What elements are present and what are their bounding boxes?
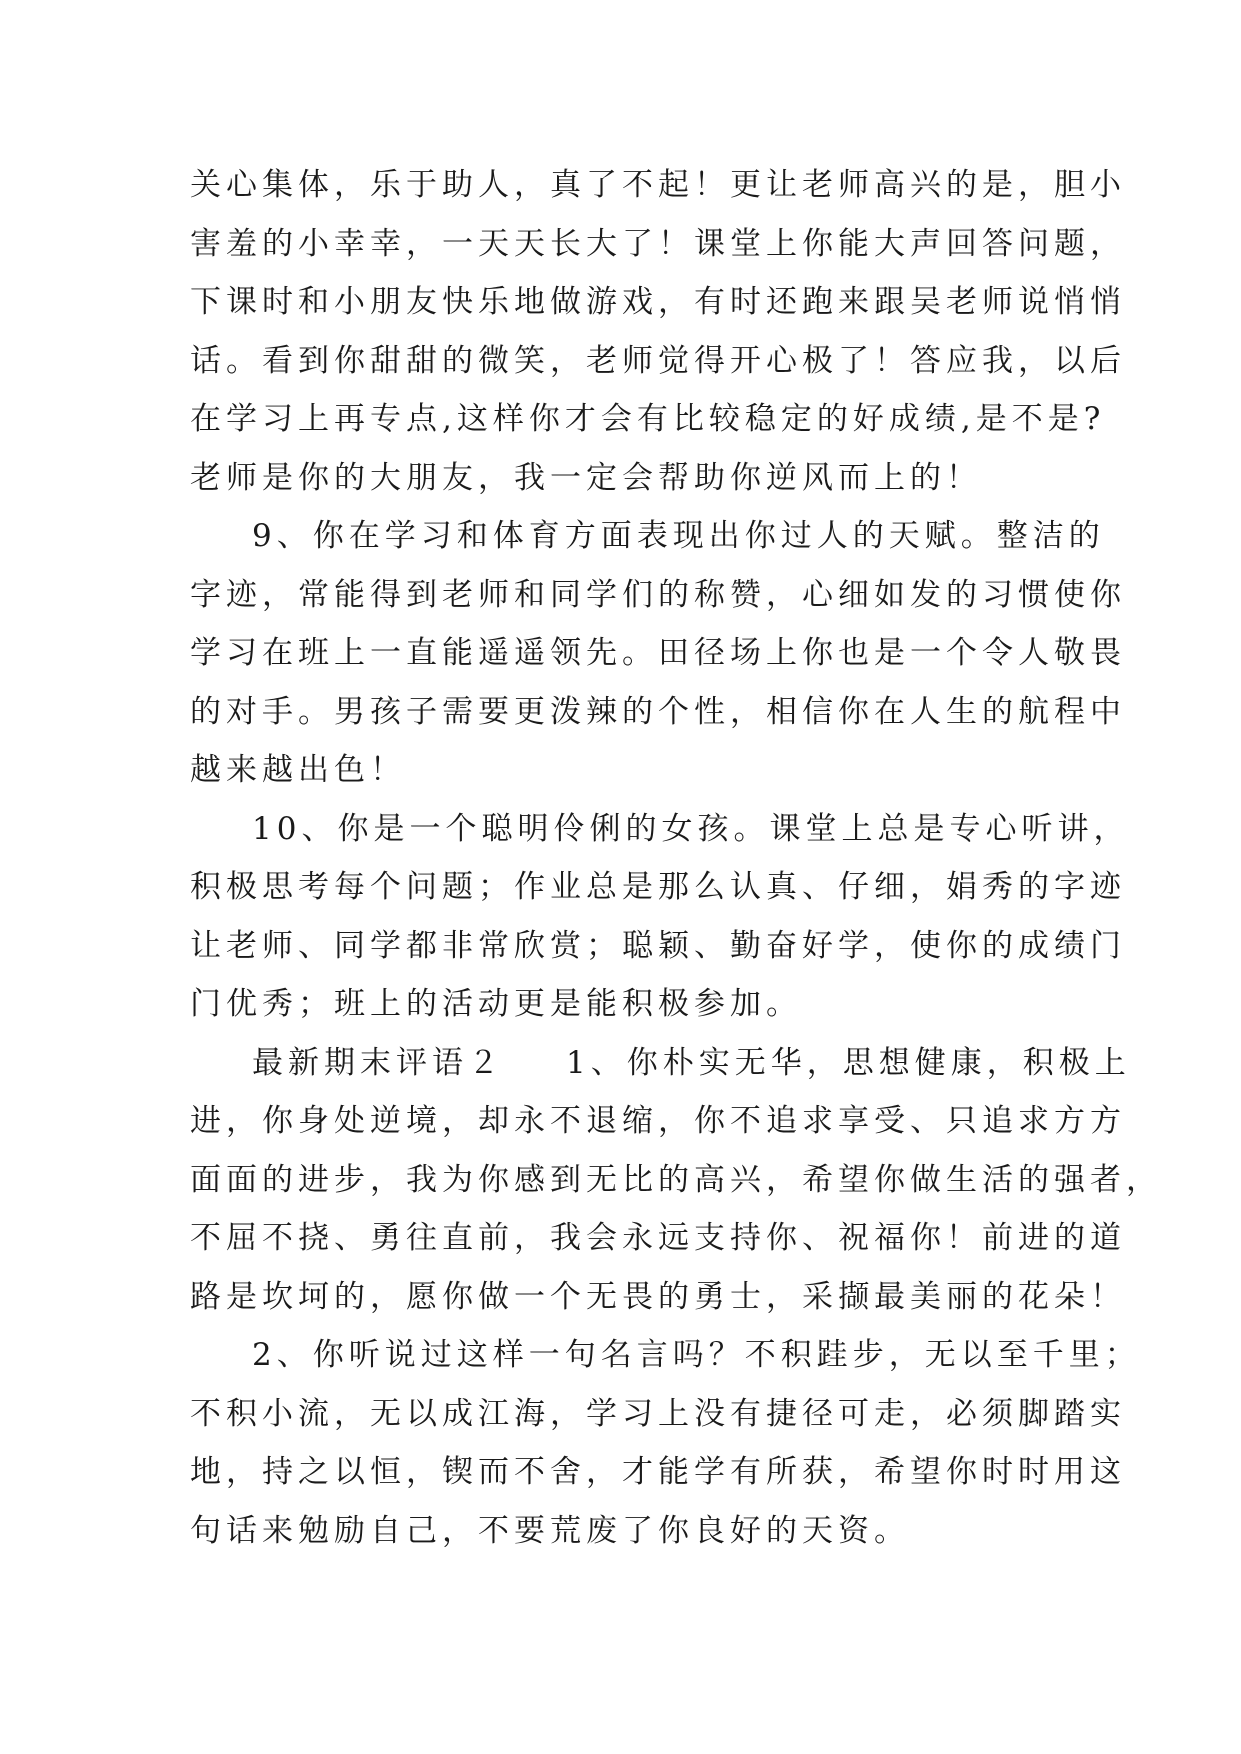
- text-line: 让老师、同学都非常欣赏；聪颖、勤奋好学，使你的成绩门: [190, 927, 1126, 964]
- text-line: 害羞的小幸幸，一天天长大了！课堂上你能大声回答问题，: [190, 225, 1126, 262]
- text-line: 下课时和小朋友快乐地做游戏，有时还跑来跟吴老师说悄悄: [190, 284, 1126, 320]
- section-heading: 最新期末评语２: [252, 1044, 504, 1081]
- paragraph-start-line: 2、你听说过这样一句名言吗？不积跬步，无以至千里；: [252, 1337, 1141, 1373]
- text-line: 老师是你的大朋友，我一定会帮助你逆风而上的！: [190, 459, 982, 496]
- text-line: 在学习上再专点,这样你才会有比较稳定的好成绩,是不是?: [190, 401, 1106, 437]
- text-line: 不屈不挠、勇往直前，我会永远支持你、祝福你！前进的道: [190, 1220, 1126, 1256]
- text-line: 积极思考每个问题；作业总是那么认真、仔细，娟秀的字迹: [190, 869, 1126, 905]
- text-line: 门优秀；班上的活动更是能积极参加。: [190, 986, 802, 1022]
- text-line: 进，你身处逆境，却永不退缩，你不追求享受、只追求方方: [190, 1103, 1126, 1139]
- text-line: 1、你朴实无华，思想健康，积极上: [566, 1044, 1131, 1081]
- paragraph-start-line: [190, 1034, 1131, 1093]
- text-line: 地，持之以恒，锲而不舍，才能学有所获，希望你时时用这: [190, 1454, 1126, 1490]
- text-line: 话。看到你甜甜的微笑，老师觉得开心极了！答应我，以后: [190, 342, 1126, 379]
- text-line: 越来越出色！: [190, 752, 406, 788]
- text-line: 路是坎坷的，愿你做一个无畏的勇士，采撷最美丽的花朵！: [190, 1278, 1126, 1315]
- paragraph-start-line: 10、你是一个聪明伶俐的女孩。课堂上总是专心听讲，: [252, 810, 1130, 847]
- paragraph-start-line: 9、你在学习和体育方面表现出你过人的天赋。整洁的: [252, 518, 1105, 554]
- text-line: 句话来勉励自己，不要荒废了你良好的天资。: [190, 1512, 910, 1549]
- text-line: 字迹，常能得到老师和同学们的称赞，心细如发的习惯使你: [190, 576, 1126, 613]
- text-line: 不积小流，无以成江海，学习上没有捷径可走，必须脚踏实: [190, 1395, 1126, 1432]
- text-line: 学习在班上一直能遥遥领先。田径场上你也是一个令人敬畏: [190, 635, 1126, 671]
- text-line: 的对手。男孩子需要更泼辣的个性，相信你在人生的航程中: [190, 693, 1126, 730]
- text-line: 面面的进步，我为你感到无比的高兴，希望你做生活的强者，: [190, 1161, 1162, 1198]
- text-line: 关心集体，乐于助人，真了不起！更让老师高兴的是，胆小: [190, 167, 1126, 203]
- document-body: [190, 156, 1162, 1560]
